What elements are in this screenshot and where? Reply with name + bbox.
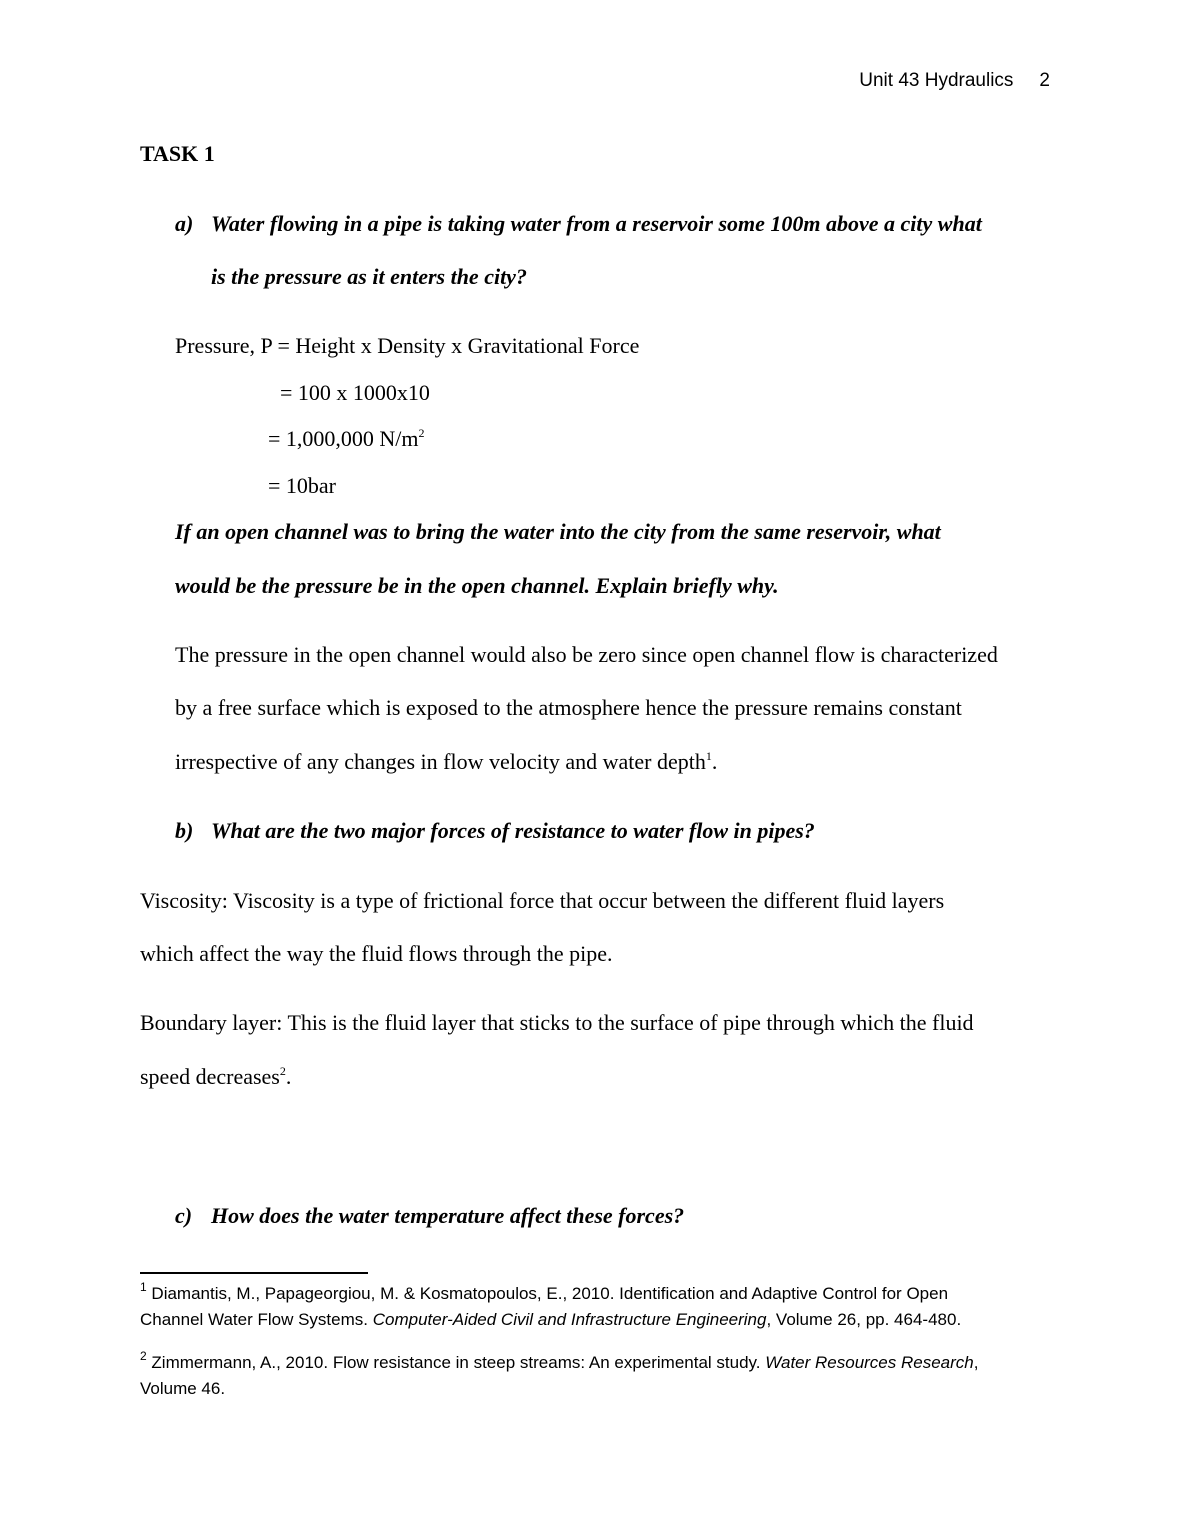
calc-line3-main: = 1,000,000 N/m xyxy=(268,426,419,451)
question-b-label: b) xyxy=(175,818,194,843)
answer-open-line1: The pressure in the open channel would also be zero since open channel flow is characterized xyxy=(175,642,998,667)
calc-line4: = 10bar xyxy=(268,473,336,498)
boundary-line1: Boundary layer: This is the fluid layer that sticks to the surface of pipe through which the fluid xyxy=(140,1010,974,1035)
footnote-2-text1-pre: Zimmermann, A., 2010. Flow resistance in steep streams: An experimental study. xyxy=(146,1353,766,1372)
footnote-1-number: 1 xyxy=(140,1280,147,1295)
page-number: 2 xyxy=(1039,70,1050,91)
question-b xyxy=(175,818,815,844)
question-open-line1: If an open channel was to bring the water into the city from the same reservoir, what xyxy=(175,519,941,544)
question-b-text: What are the two major forces of resistance to water flow in pipes? xyxy=(211,818,815,843)
footnote-2-line2: Volume 46. xyxy=(140,1379,226,1398)
answer-open-line3-end: . xyxy=(711,749,718,774)
calc-line3 xyxy=(268,426,425,452)
boundary-line2-end: . xyxy=(285,1064,292,1089)
page-header xyxy=(859,70,1050,92)
answer-open-line3-main: irrespective of any changes in flow velocity and water depth xyxy=(175,749,706,774)
footnote-1-text1: Diamantis, M., Papageorgiou, M. & Kosmatopoulos, E., 2010. Identification and Adaptive Control for Open xyxy=(146,1284,949,1303)
footnote-1-line2 xyxy=(140,1307,961,1333)
question-a-text1: Water flowing in a pipe is taking water from a reservoir some 100m above a city what xyxy=(211,211,982,236)
footnote-2-number: 2 xyxy=(140,1349,147,1364)
question-c xyxy=(175,1203,684,1229)
question-open-line2: would be the pressure be in the open channel. Explain briefly why. xyxy=(175,573,779,598)
question-a-line1 xyxy=(175,211,982,237)
footnote-ref-2: 2 xyxy=(279,1063,286,1078)
footnote-1-text2-post: , Volume 26, pp. 464-480. xyxy=(766,1310,962,1329)
question-a-line2: is the pressure as it enters the city? xyxy=(211,264,527,289)
question-a-label: a) xyxy=(175,211,194,236)
answer-open-line3 xyxy=(175,749,717,775)
boundary-line2-main: speed decreases xyxy=(140,1064,280,1089)
footnote-1-journal: Computer-Aided Civil and Infrastructure Engineering xyxy=(372,1310,767,1329)
viscosity-line2: which affect the way the fluid flows through the pipe. xyxy=(140,941,613,966)
task-title: TASK 1 xyxy=(140,141,215,166)
footnote-2-journal: Water Resources Research xyxy=(765,1353,974,1372)
boundary-line2 xyxy=(140,1064,291,1090)
footnote-ref-1: 1 xyxy=(705,748,712,763)
calc-line1: Pressure, P = Height x Density x Gravitational Force xyxy=(175,333,640,358)
question-c-text: How does the water temperature affect these forces? xyxy=(211,1203,685,1228)
running-title: Unit 43 Hydraulics xyxy=(859,70,1014,91)
footnote-1-line1 xyxy=(140,1281,948,1307)
footnote-2-text1-post: , xyxy=(973,1353,979,1372)
viscosity-line1: Viscosity: Viscosity is a type of frictional force that occur between the different fluid layers xyxy=(140,888,945,913)
calc-line3-sup: 2 xyxy=(418,425,425,440)
footnote-separator xyxy=(140,1272,368,1274)
question-c-label: c) xyxy=(175,1203,193,1228)
calc-line2: = 100 x 1000x10 xyxy=(280,380,430,405)
footnote-2-line1 xyxy=(140,1350,978,1376)
footnote-1-text2-pre: Channel Water Flow Systems. xyxy=(140,1310,373,1329)
answer-open-line2: by a free surface which is exposed to the atmosphere hence the pressure remains constant xyxy=(175,695,962,720)
